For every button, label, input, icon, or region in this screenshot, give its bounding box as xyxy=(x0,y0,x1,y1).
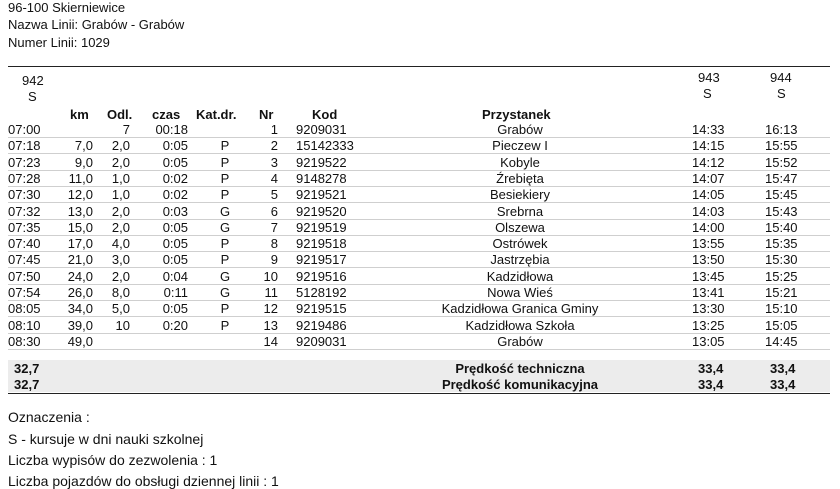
cell-t943: 14:07 xyxy=(692,170,725,186)
cell-kod: 5128192 xyxy=(296,285,347,300)
cell-kod: 9209031 xyxy=(296,122,347,137)
cell-odl: 1,0 xyxy=(111,187,130,203)
cell-nr: 1 xyxy=(270,122,278,137)
cell-czas: 0:05 xyxy=(162,252,188,268)
cell-stop: Nowa Wieś xyxy=(487,285,553,300)
cell-nr: 6 xyxy=(270,203,278,219)
technical-speed-left: 32,7 xyxy=(14,361,40,376)
cell-czas: 0:20 xyxy=(162,317,188,333)
cell-stop: Kadzidłowa Szkoła xyxy=(465,317,575,333)
cell-t943: 14:03 xyxy=(692,203,725,219)
cell-stop: Grabów xyxy=(497,333,543,349)
cell-nr: 12 xyxy=(263,301,278,317)
cell-odl: 7 xyxy=(122,122,130,137)
operator-address: 96-100 Skierniewice xyxy=(8,0,126,15)
cell-t943: 14:00 xyxy=(692,219,725,235)
cell-t943: 13:55 xyxy=(692,236,725,252)
cell-kod: 9209031 xyxy=(296,333,347,349)
legend-s: S - kursuje w dni nauki szkolnej xyxy=(8,431,204,447)
cell-time: 07:18 xyxy=(8,138,41,154)
cell-odl: 4,0 xyxy=(111,236,130,252)
cell-nr: 5 xyxy=(270,187,278,203)
cell-t943: 14:33 xyxy=(692,122,725,137)
cell-odl: 2,0 xyxy=(111,154,130,170)
cell-t944: 15:43 xyxy=(765,203,798,219)
cell-kod: 9219516 xyxy=(296,268,347,284)
cell-czas: 0:04 xyxy=(162,268,188,284)
cell-kod: 9219522 xyxy=(296,154,347,170)
cell-czas: 0:05 xyxy=(162,138,188,154)
cell-t943: 14:15 xyxy=(692,138,725,154)
cell-time: 07:23 xyxy=(8,154,41,170)
cell-km: 39,0 xyxy=(67,317,93,333)
cell-kod: 15142333 xyxy=(296,138,354,154)
communication-speed-left: 32,7 xyxy=(14,377,40,392)
cell-odl: 2,0 xyxy=(111,203,130,219)
row-divider xyxy=(8,349,830,350)
cell-t943: 13:30 xyxy=(692,301,725,317)
cell-stop: Jastrzębia xyxy=(490,252,550,268)
cell-stop: Srebrna xyxy=(496,203,544,219)
cell-odl: 2,0 xyxy=(111,138,130,154)
cell-time: 08:10 xyxy=(8,317,41,333)
cell-czas: 0:05 xyxy=(162,219,188,235)
cell-nr: 13 xyxy=(263,317,278,333)
cell-stop: Ostrówek xyxy=(492,236,548,252)
cell-kat: P xyxy=(220,154,230,170)
trip-944-number: 944 xyxy=(770,70,792,85)
cell-time: 08:05 xyxy=(8,301,41,317)
col-katdr: Kat.dr. xyxy=(196,107,237,122)
cell-nr: 7 xyxy=(270,219,278,235)
cell-stop: Źrebięta xyxy=(496,170,544,186)
cell-km: 21,0 xyxy=(67,252,93,268)
line-name: Nazwa Linii: Grabów - Grabów xyxy=(8,17,185,32)
cell-odl: 2,0 xyxy=(111,219,130,235)
cell-km: 34,0 xyxy=(67,301,93,317)
cell-km: 9,0 xyxy=(74,154,93,170)
cell-kat: P xyxy=(220,317,230,333)
col-odl: Odl. xyxy=(107,107,133,122)
technical-speed-label: Prędkość techniczna xyxy=(455,361,585,376)
col-km: km xyxy=(70,107,89,122)
cell-kod: 9148278 xyxy=(296,170,347,186)
cell-nr: 2 xyxy=(270,138,278,154)
cell-km: 11,0 xyxy=(68,170,93,186)
cell-time: 07:32 xyxy=(8,203,41,219)
cell-kat: G xyxy=(219,203,231,219)
cell-czas: 0:03 xyxy=(162,203,188,219)
communication-speed-943: 33,4 xyxy=(698,377,724,392)
cell-t943: 13:50 xyxy=(692,252,725,268)
technical-speed-943: 33,4 xyxy=(698,361,724,376)
cell-t944: 15:10 xyxy=(765,301,798,317)
cell-km: 13,0 xyxy=(67,203,93,219)
cell-kat: P xyxy=(220,187,230,203)
trip-942-mark: S xyxy=(28,89,37,104)
cell-odl: 1,0 xyxy=(111,170,130,186)
cell-t944: 16:13 xyxy=(765,122,798,137)
cell-t943: 13:41 xyxy=(692,285,725,300)
cell-kat: P xyxy=(220,138,230,154)
cell-nr: 4 xyxy=(270,170,278,186)
cell-time: 07:50 xyxy=(8,268,41,284)
cell-km: 15,0 xyxy=(67,219,93,235)
cell-t944: 14:45 xyxy=(765,333,798,349)
col-nr: Nr xyxy=(259,107,274,122)
cell-odl: 5,0 xyxy=(111,301,130,317)
cell-czas: 0:05 xyxy=(162,301,188,317)
cell-stop: Olszewa xyxy=(495,219,545,235)
cell-czas: 0:02 xyxy=(162,170,188,186)
cell-kod: 9219518 xyxy=(296,236,347,252)
cell-kat: P xyxy=(220,236,230,252)
cell-t944: 15:05 xyxy=(765,317,798,333)
cell-time: 07:40 xyxy=(8,236,41,252)
cell-t944: 15:52 xyxy=(765,154,798,170)
technical-speed-944: 33,4 xyxy=(770,361,796,376)
cell-kod: 9219515 xyxy=(296,301,347,317)
cell-t943: 14:12 xyxy=(692,154,725,170)
cell-stop: Kobyle xyxy=(500,154,540,170)
cell-stop: Kadzidłowa Granica Gminy xyxy=(441,301,599,317)
cell-t944: 15:45 xyxy=(765,187,798,203)
col-kod: Kod xyxy=(312,107,338,122)
cell-t944: 15:55 xyxy=(765,138,798,154)
cell-kat: G xyxy=(219,219,231,235)
cell-time: 07:30 xyxy=(8,187,41,203)
trip-943-number: 943 xyxy=(698,70,720,85)
cell-time: 07:35 xyxy=(8,219,41,235)
col-czas: czas xyxy=(152,107,181,122)
legend-heading: Oznaczenia : xyxy=(8,409,90,425)
trip-943-mark: S xyxy=(703,86,712,101)
cell-t943: 13:45 xyxy=(692,268,725,284)
cell-t944: 15:30 xyxy=(765,252,798,268)
col-przystanek: Przystanek xyxy=(482,107,551,122)
cell-kat: P xyxy=(220,252,230,268)
cell-nr: 14 xyxy=(263,333,278,349)
cell-stop: Pieczew I xyxy=(492,138,548,154)
cell-km: 7,0 xyxy=(74,138,93,154)
cell-t944: 15:35 xyxy=(765,236,798,252)
cell-nr: 8 xyxy=(270,236,278,252)
cell-stop: Kadzidłowa xyxy=(486,268,554,284)
cell-time: 07:54 xyxy=(8,285,41,300)
cell-odl: 2,0 xyxy=(111,268,130,284)
cell-t943: 14:05 xyxy=(692,187,725,203)
cell-czas: 00:18 xyxy=(155,122,188,137)
cell-kod: 9219517 xyxy=(296,252,347,268)
cell-time: 08:30 xyxy=(8,333,41,349)
cell-km: 12,0 xyxy=(67,187,93,203)
cell-kod: 9219521 xyxy=(296,187,347,203)
cell-kat: P xyxy=(220,301,230,317)
cell-nr: 3 xyxy=(270,154,278,170)
cell-kod: 9219486 xyxy=(296,317,347,333)
cell-nr: 10 xyxy=(263,268,278,284)
cell-t943: 13:05 xyxy=(692,333,725,349)
cell-km: 49,0 xyxy=(67,333,93,349)
cell-nr: 11 xyxy=(264,285,278,300)
line-number: Numer Linii: 1029 xyxy=(8,35,110,50)
cell-time: 07:45 xyxy=(8,252,41,268)
communication-speed-label: Prędkość komunikacyjna xyxy=(441,377,599,392)
cell-kat: G xyxy=(219,268,231,284)
cell-t944: 15:25 xyxy=(765,268,798,284)
cell-t943: 13:25 xyxy=(692,317,725,333)
cell-stop: Grabów xyxy=(497,122,543,137)
trip-944-mark: S xyxy=(777,86,786,101)
cell-km: 26,0 xyxy=(67,285,93,300)
cell-czas: 0:05 xyxy=(162,154,188,170)
cell-odl: 3,0 xyxy=(111,252,130,268)
cell-nr: 9 xyxy=(270,252,278,268)
cell-stop: Besiekiery xyxy=(490,187,550,203)
cell-czas: 0:05 xyxy=(162,236,188,252)
cell-kod: 9219519 xyxy=(296,219,347,235)
cell-t944: 15:21 xyxy=(765,285,798,300)
cell-t944: 15:47 xyxy=(765,170,798,186)
cell-kat: P xyxy=(220,170,230,186)
cell-km: 24,0 xyxy=(67,268,93,284)
cell-kod: 9219520 xyxy=(296,203,347,219)
cell-czas: 0:02 xyxy=(162,187,188,203)
trip-942-number: 942 xyxy=(22,73,44,88)
vehicles-count: Liczba pojazdów do obsługi dziennej linii : 1 xyxy=(8,473,279,489)
cell-km: 17,0 xyxy=(67,236,93,252)
communication-speed-944: 33,4 xyxy=(770,377,796,392)
cell-odl: 10 xyxy=(115,317,130,333)
table-bottom-rule xyxy=(8,393,830,394)
cell-time: 07:00 xyxy=(8,122,41,137)
permits-count: Liczba wypisów do zezwolenia : 1 xyxy=(8,452,218,468)
cell-odl: 8,0 xyxy=(111,285,130,300)
cell-t944: 15:40 xyxy=(765,219,798,235)
cell-time: 07:28 xyxy=(8,170,41,186)
cell-czas: 0:11 xyxy=(163,285,188,300)
cell-kat: G xyxy=(219,285,231,300)
table-top-rule xyxy=(8,66,830,67)
